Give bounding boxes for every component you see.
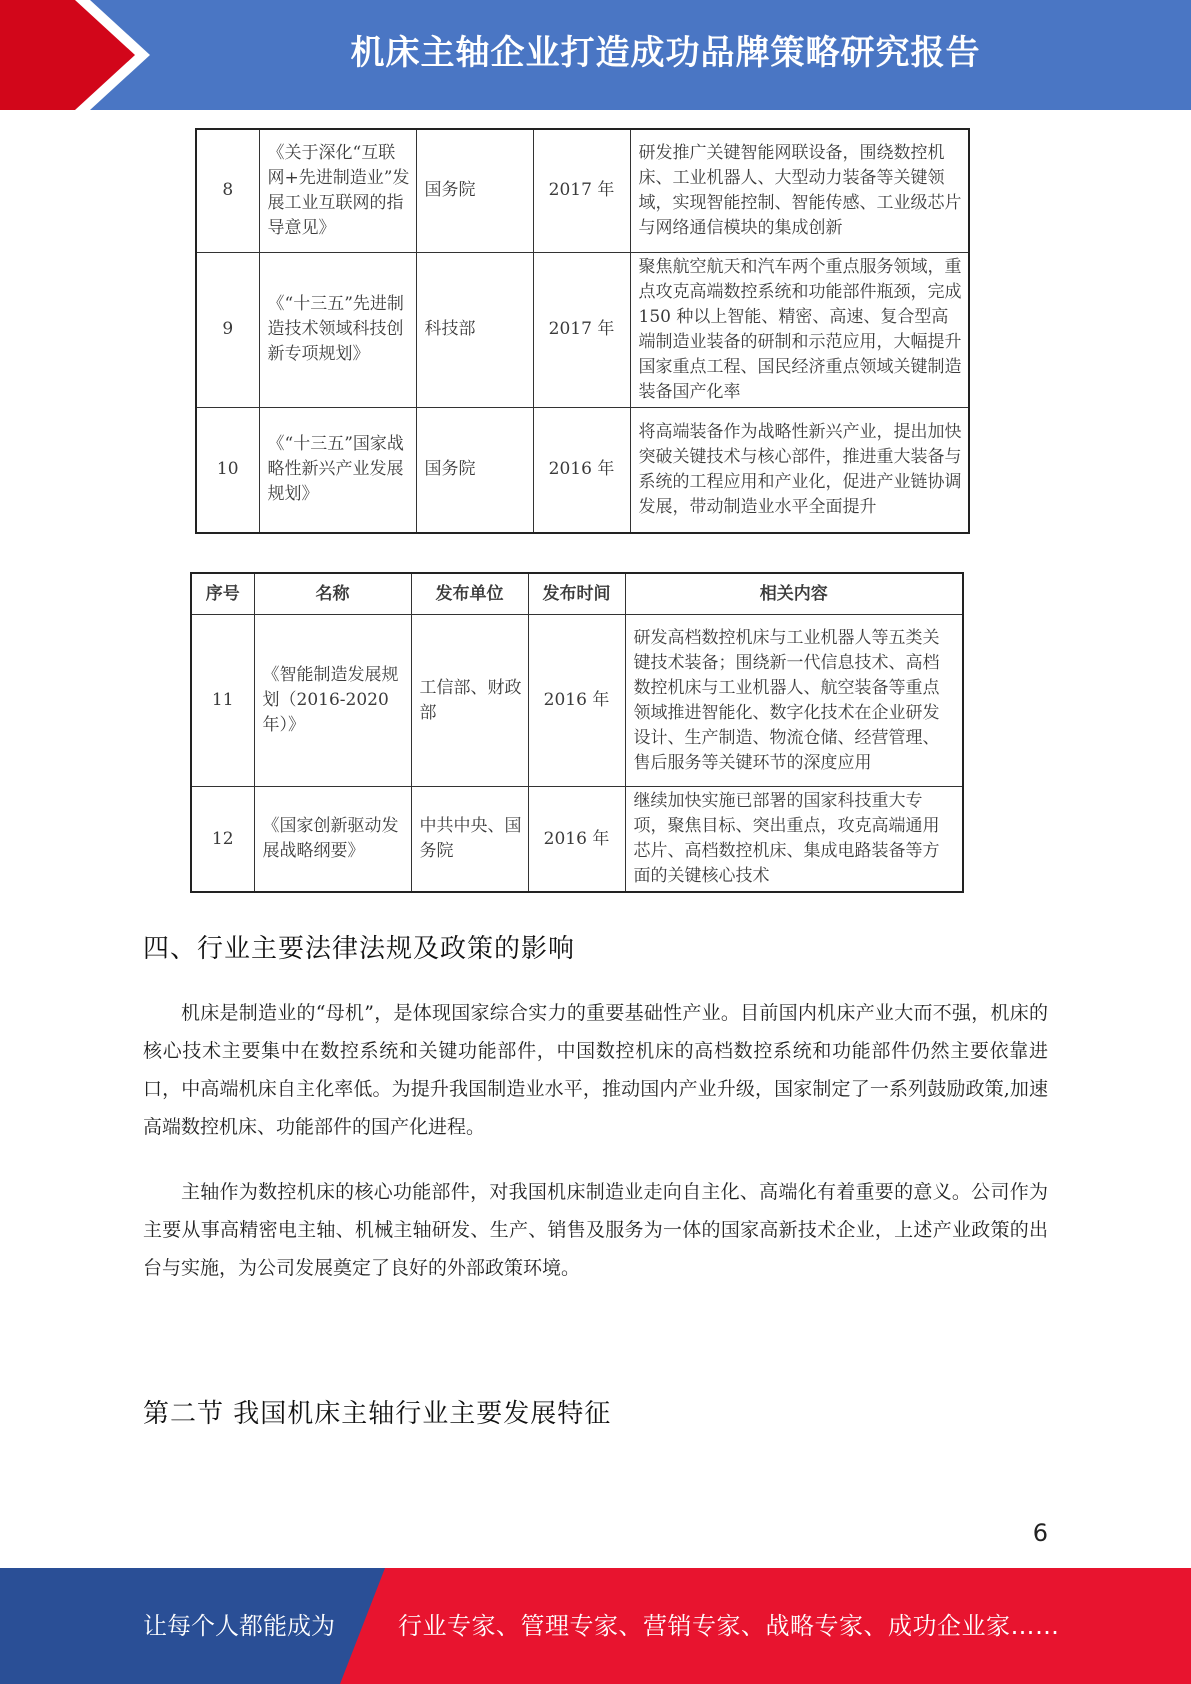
page-number: 6 — [1032, 1519, 1048, 1547]
policy-content: 研发推广关键智能网联设备，围绕数控机床、工业机器人、大型动力装备等关键领域，实现智能控制、智能传感、工业级芯片与网络通信模块的集成创新 — [630, 129, 969, 252]
policy-name: 《智能制造发展规划（2016-2020 年）》 — [254, 615, 411, 787]
report-title: 机床主轴企业打造成功品牌策略研究报告 — [350, 33, 981, 73]
table-header-row — [191, 573, 963, 615]
table-row — [196, 252, 969, 407]
policy-issuer: 中共中央、国务院 — [411, 787, 528, 893]
policy-content: 继续加快实施已部署的国家科技重大专项，聚焦目标、突出重点，攻克高端通用芯片、高档数控机床、集成电路装备等方面的关键核心技术 — [625, 787, 963, 893]
header-banner — [0, 0, 1191, 110]
table-row — [196, 407, 969, 533]
table-row — [191, 615, 963, 787]
policy-date: 2017 年 — [533, 129, 630, 252]
row-number: 8 — [196, 129, 259, 252]
policy-name: 《关于深化“互联网+先进制造业”发展工业互联网的指导意见》 — [259, 129, 416, 252]
policy-issuer: 国务院 — [416, 407, 533, 533]
policy-date: 2016 年 — [528, 787, 625, 893]
col-header-content: 相关内容 — [625, 573, 963, 615]
footer-slogan-right: 行业专家、管理专家、营销专家、战略专家、成功企业家…… — [398, 1612, 1060, 1640]
policy-issuer: 工信部、财政部 — [411, 615, 528, 787]
header-chevron-red — [0, 0, 140, 110]
policy-date: 2017 年 — [533, 252, 630, 407]
policy-issuer: 国务院 — [416, 129, 533, 252]
row-number: 11 — [191, 615, 254, 787]
body-paragraph: 机床是制造业的“母机”，是体现国家综合实力的重要基础性产业。目前国内机床产业大而不强，机床的核心技术主要集中在数控系统和关键功能部件，中国数控机床的高档数控系统和功能部件仍然主要依靠进口，中高端机床自主化率低。为提升我国制造业水平，推动国内产业升级，国家制定了一系列鼓励政策,加速高端数控机床、功能部件的国产化进程。 — [143, 1002, 1048, 1138]
table-row — [191, 787, 963, 893]
row-number: 10 — [196, 407, 259, 533]
chapter-heading: 第二节 我国机床主轴行业主要发展特征 — [143, 1399, 612, 1429]
table-row — [196, 129, 969, 252]
footer-banner — [0, 1568, 1191, 1684]
policy-name: 《“十三五”国家战略性新兴产业发展规划》 — [259, 407, 416, 533]
row-number: 9 — [196, 252, 259, 407]
policy-issuer: 科技部 — [416, 252, 533, 407]
policy-table-continued — [195, 128, 970, 534]
policy-content: 将高端装备作为战略性新兴产业，提出加快突破关键技术与核心部件，推进重大装备与系统的工程应用和产业化，促进产业链协调发展，带动制造业水平全面提升 — [630, 407, 969, 533]
policy-name: 《国家创新驱动发展战略纲要》 — [254, 787, 411, 893]
policy-date: 2016 年 — [533, 407, 630, 533]
body-paragraph: 主轴作为数控机床的核心功能部件，对我国机床制造业走向自主化、高端化有着重要的意义。公司作为主要从事高精密电主轴、机械主轴研发、生产、销售及服务为一体的国家高新技术企业，上述产业政策的出台与实施，为公司发展奠定了良好的外部政策环境。 — [143, 1181, 1048, 1279]
footer-slogan-left: 让每个人都能成为 — [143, 1612, 335, 1640]
col-header-date: 发布时间 — [528, 573, 625, 615]
col-header-no: 序号 — [191, 573, 254, 615]
policy-name: 《“十三五”先进制造技术领域科技创新专项规划》 — [259, 252, 416, 407]
section-heading: 四、行业主要法律法规及政策的影响 — [143, 934, 576, 964]
col-header-name: 名称 — [254, 573, 411, 615]
row-number: 12 — [191, 787, 254, 893]
policy-content: 聚焦航空航天和汽车两个重点服务领域，重点攻克高端数控系统和功能部件瓶颈，完成 150 种以上智能、精密、高速、复合型高端制造业装备的研制和示范应用，大幅提升国家重点工程、国民经济重点领域关键制造装备国产化率 — [630, 252, 969, 407]
policy-content: 研发高档数控机床与工业机器人等五类关键技术装备；围绕新一代信息技术、高档数控机床与工业机器人、航空装备等重点领域推进智能化、数字化技术在企业研发设计、生产制造、物流仓储、经营管理、售后服务等关键环节的深度应用 — [625, 615, 963, 787]
col-header-issuer: 发布单位 — [411, 573, 528, 615]
policy-date: 2016 年 — [528, 615, 625, 787]
policy-table — [190, 572, 964, 893]
